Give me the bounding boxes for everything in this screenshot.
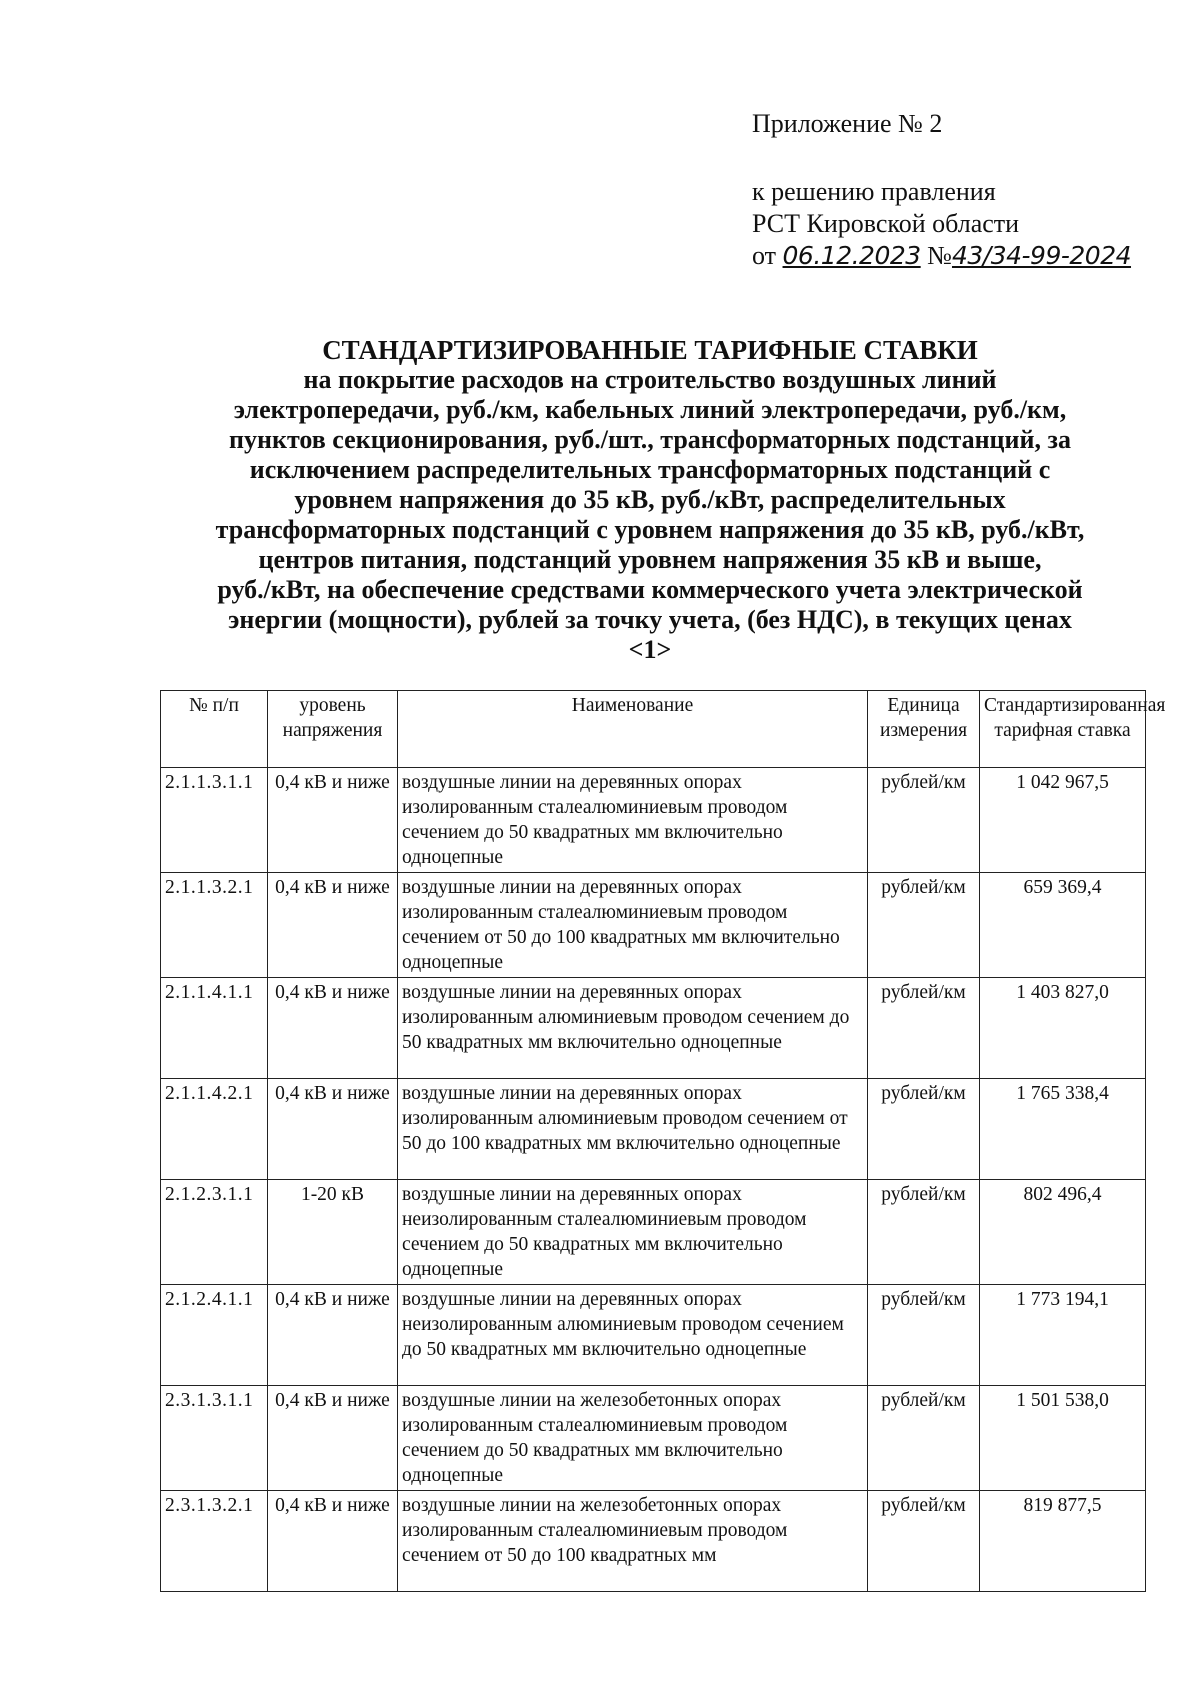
cell-number: 2.1.2.4.1.1: [161, 1285, 268, 1386]
cell-unit: рублей/км: [868, 1180, 980, 1285]
cell-rate: 802 496,4: [980, 1180, 1146, 1285]
appendix-date: 06.12.2023: [782, 241, 921, 270]
cell-voltage-level: 0,4 кВ и ниже: [268, 978, 398, 1079]
cell-voltage-level: 0,4 кВ и ниже: [268, 1491, 398, 1592]
cell-number: 2.1.1.3.2.1: [161, 873, 268, 978]
appendix-prefix-from: от: [752, 241, 777, 270]
cell-voltage-level: 0,4 кВ и ниже: [268, 1079, 398, 1180]
cell-number: 2.1.1.4.1.1: [161, 978, 268, 1079]
cell-rate: 1 765 338,4: [980, 1079, 1146, 1180]
cell-name: воздушные линии на деревянных опорах изолированным сталеалюминиевым проводом сечением от 50 до 100 квадратных мм включительно одноцепные: [398, 873, 868, 978]
cell-unit: рублей/км: [868, 1491, 980, 1592]
heading-line: электропередачи, руб./км, кабельных линий электропередачи, руб./км,: [233, 395, 1067, 424]
cell-unit: рублей/км: [868, 873, 980, 978]
table-row: [161, 873, 1146, 978]
appendix-title: Приложение № 2: [752, 109, 943, 138]
cell-rate: 819 877,5: [980, 1491, 1146, 1592]
cell-unit: рублей/км: [868, 768, 980, 873]
cell-rate: 659 369,4: [980, 873, 1146, 978]
appendix-line-2: РСТ Кировской области: [752, 209, 1020, 238]
tariff-table: [160, 690, 1166, 1592]
heading-line: трансформаторных подстанций с уровнем напряжения до 35 кВ, руб./кВт,: [215, 515, 1085, 544]
cell-unit: рублей/км: [868, 1079, 980, 1180]
table-row: [161, 768, 1146, 873]
appendix-block: [752, 108, 1172, 272]
cell-number: 2.1.1.4.2.1: [161, 1079, 268, 1180]
cell-voltage-level: 0,4 кВ и ниже: [268, 768, 398, 873]
appendix-prefix-no: №: [927, 241, 952, 270]
cell-voltage-level: 1-20 кВ: [268, 1180, 398, 1285]
heading-line: пунктов секционирования, руб./шт., трансформаторных подстанций, за: [229, 425, 1071, 454]
header-name: Наименование: [398, 691, 868, 768]
cell-voltage-level: 0,4 кВ и ниже: [268, 873, 398, 978]
cell-voltage-level: 0,4 кВ и ниже: [268, 1285, 398, 1386]
footnote-marker: <1>: [628, 635, 672, 664]
header-unit: Единица измерения: [868, 691, 980, 768]
table-header-row: [161, 691, 1146, 768]
cell-name: воздушные линии на деревянных опорах неизолированным сталеалюминиевым проводом сечением до 50 квадратных мм включительно одноцепные: [398, 1180, 868, 1285]
cell-name: воздушные линии на деревянных опорах изолированным алюминиевым проводом сечением от 50 до 100 квадратных мм включительно одноцепные: [398, 1079, 868, 1180]
header-voltage-level: уровень напряжения: [268, 691, 398, 768]
cell-number: 2.3.1.3.2.1: [161, 1491, 268, 1592]
heading-line: руб./кВт, на обеспечение средствами коммерческого учета электрической: [217, 575, 1083, 604]
cell-voltage-level: 0,4 кВ и ниже: [268, 1386, 398, 1491]
document-title: СТАНДАРТИЗИРОВАННЫЕ ТАРИФНЫЕ СТАВКИ: [322, 335, 978, 365]
table-row: [161, 1491, 1146, 1592]
cell-rate: 1 403 827,0: [980, 978, 1146, 1079]
table-row: [161, 1180, 1146, 1285]
cell-name: воздушные линии на железобетонных опорах изолированным сталеалюминиевым проводом сечением от 50 до 100 квадратных мм: [398, 1491, 868, 1592]
cell-number: 2.1.2.3.1.1: [161, 1180, 268, 1285]
cell-rate: 1 773 194,1: [980, 1285, 1146, 1386]
cell-name: воздушные линии на деревянных опорах изолированным алюминиевым проводом сечением до 50 квадратных мм включительно одноцепные: [398, 978, 868, 1079]
header-number: № п/п: [161, 691, 268, 768]
cell-rate: 1 501 538,0: [980, 1386, 1146, 1491]
table-row: [161, 978, 1146, 1079]
heading-line: на покрытие расходов на строительство воздушных линий: [303, 365, 997, 394]
appendix-date-line: [752, 240, 1172, 272]
heading-line: уровнем напряжения до 35 кВ, руб./кВт, распределительных: [294, 485, 1006, 514]
heading-line: энергии (мощности), рублей за точку учета, (без НДС), в текущих ценах: [228, 605, 1072, 634]
cell-unit: рублей/км: [868, 1285, 980, 1386]
heading-line: исключением распределительных трансформаторных подстанций с: [249, 455, 1051, 484]
appendix-line-1: к решению правления: [752, 177, 996, 206]
cell-name: воздушные линии на деревянных опорах изолированным сталеалюминиевым проводом сечением до 50 квадратных мм включительно одноцепные: [398, 768, 868, 873]
cell-unit: рублей/км: [868, 978, 980, 1079]
table-row: [161, 1079, 1146, 1180]
cell-number: 2.3.1.3.1.1: [161, 1386, 268, 1491]
heading-line: центров питания, подстанций уровнем напряжения 35 кВ и выше,: [258, 545, 1042, 574]
table-row: [161, 1386, 1146, 1491]
cell-name: воздушные линии на деревянных опорах неизолированным алюминиевым проводом сечением до 50 квадратных мм включительно одноцепные: [398, 1285, 868, 1386]
header-rate: Стандартизированная тарифная ставка: [980, 691, 1146, 768]
cell-name: воздушные линии на железобетонных опорах изолированным сталеалюминиевым проводом сечением до 50 квадратных мм включительно одноцепные: [398, 1386, 868, 1491]
cell-number: 2.1.1.3.1.1: [161, 768, 268, 873]
cell-rate: 1 042 967,5: [980, 768, 1146, 873]
table-row: [161, 1285, 1146, 1386]
appendix-number: 43/34-99-2024: [951, 241, 1132, 270]
cell-unit: рублей/км: [868, 1386, 980, 1491]
document-heading: [150, 335, 1150, 665]
